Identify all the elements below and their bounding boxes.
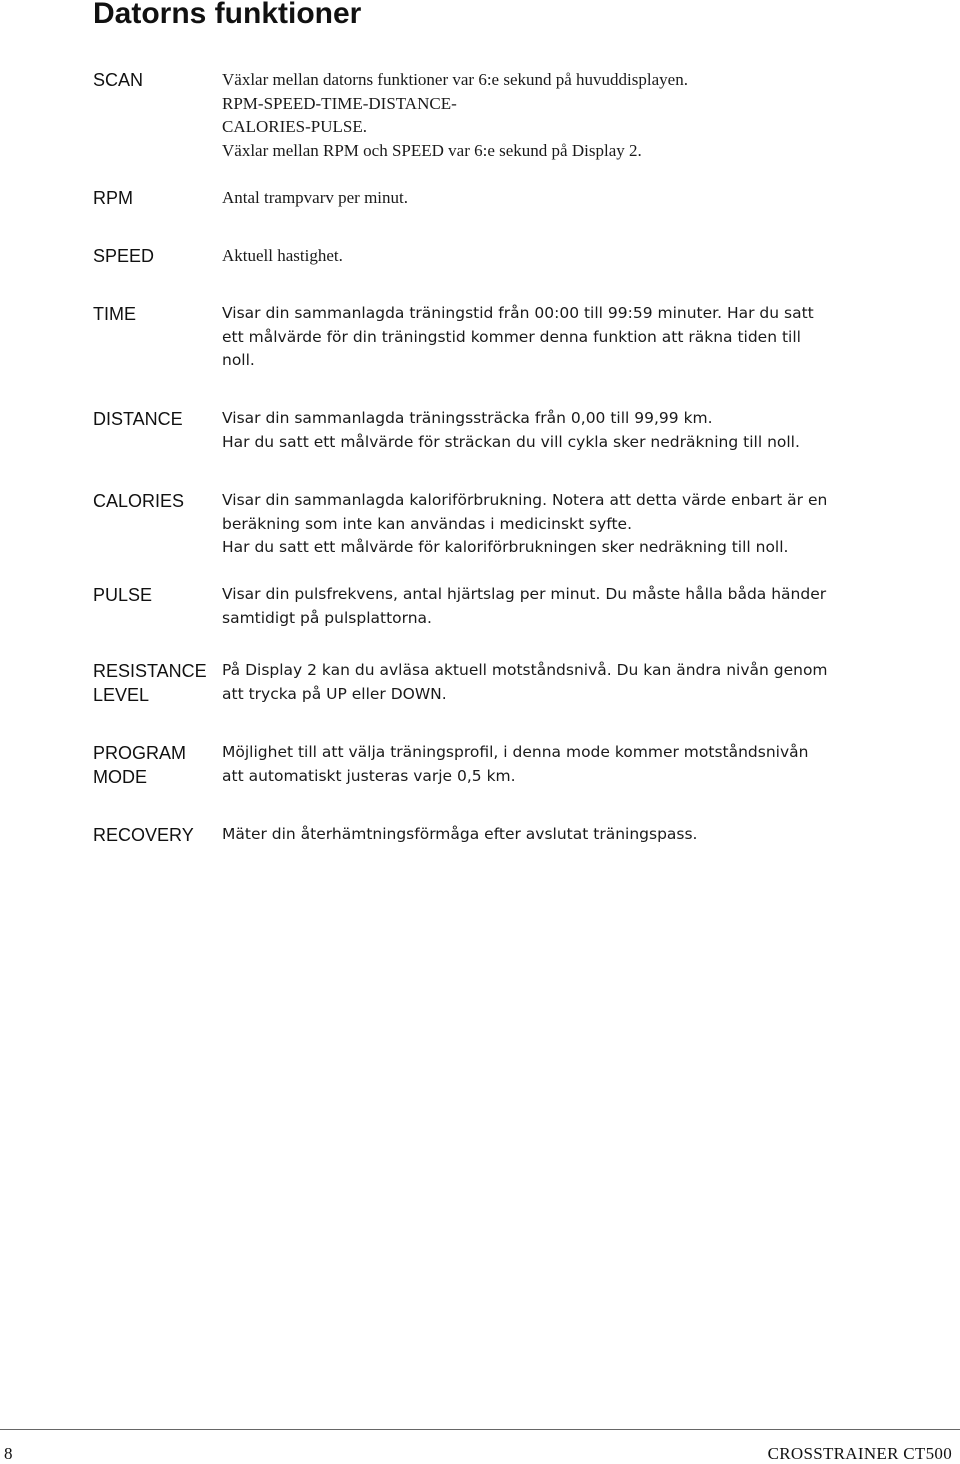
term-description xyxy=(222,407,872,454)
term-description xyxy=(222,186,872,210)
term-description xyxy=(222,823,872,847)
description-line: RPM-SPEED-TIME-DISTANCE- xyxy=(222,93,457,113)
description-line: På Display 2 kan du avläsa aktuell motståndsnivå. Du kan ändra nivån genom xyxy=(222,661,828,679)
description-line: noll. xyxy=(222,351,255,369)
description-line: Mäter din återhämtningsförmåga efter avslutat träningspass. xyxy=(222,825,698,843)
description-line: Har du satt ett målvärde för kaloriförbrukningen sker nedräkning till noll. xyxy=(222,538,789,556)
description-line: att automatiskt justeras varje 0,5 km. xyxy=(222,766,516,785)
description-line: Visar din pulsfrekvens, antal hjärtslag per minut. Du måste hålla båda händer xyxy=(222,585,827,603)
term-label: RECOVERY xyxy=(93,825,194,845)
description-line: Visar din sammanlagda träningstid från 00:00 till 99:59 minuter. Har du satt xyxy=(222,304,814,322)
term-label: RESISTANCE LEVEL xyxy=(93,661,207,705)
term-description xyxy=(222,302,872,373)
term-label: CALORIES xyxy=(93,491,185,511)
page-title: Datorns funktioner xyxy=(93,0,362,30)
term-description xyxy=(222,489,872,560)
description-line: samtidigt på pulsplattorna. xyxy=(222,608,432,627)
description-line: Visar din sammanlagda träningssträcka från 0,00 till 99,99 km. xyxy=(222,409,713,427)
description-line: Antal trampvarv per minut. xyxy=(222,188,409,207)
description-line: Växlar mellan datorns funktioner var 6:e sekund på huvuddisplayen. xyxy=(222,70,688,89)
description-line: beräkning som inte kan användas i medicinskt syfte. xyxy=(222,514,633,533)
term-description xyxy=(222,244,872,268)
term-description xyxy=(222,659,872,706)
description-line: Möjlighet till att välja träningsprofil, i denna mode kommer motståndsnivån xyxy=(222,743,809,761)
description-line: Visar din sammanlagda kaloriförbrukning. Notera att detta värde enbart är en xyxy=(222,491,828,509)
term-label: RPM xyxy=(93,188,133,208)
description-line: Har du satt ett målvärde för sträckan du vill cykla sker nedräkning till noll. xyxy=(222,432,800,451)
description-line: ett målvärde för din träningstid kommer denna funktion att räkna tiden till xyxy=(222,327,801,346)
term-description xyxy=(222,583,872,630)
term-label: DISTANCE xyxy=(93,409,183,429)
page-number: 8 xyxy=(4,1444,13,1463)
term-label: TIME xyxy=(93,304,136,324)
product-name: CROSSTRAINER CT500 xyxy=(767,1444,952,1463)
description-line: Växlar mellan RPM och SPEED var 6:e sekund på Display 2. xyxy=(222,140,642,160)
term-label: SPEED xyxy=(93,246,155,266)
description-line: CALORIES-PULSE. xyxy=(222,117,367,136)
term-description xyxy=(222,68,872,162)
description-line: Aktuell hastighet. xyxy=(222,246,343,265)
description-line: att trycka på UP eller DOWN. xyxy=(222,684,447,703)
term-label: PULSE xyxy=(93,585,153,605)
term-label: SCAN xyxy=(93,70,144,90)
term-description xyxy=(222,741,872,788)
footer-divider xyxy=(0,1429,960,1430)
term-label: PROGRAM MODE xyxy=(93,743,187,787)
